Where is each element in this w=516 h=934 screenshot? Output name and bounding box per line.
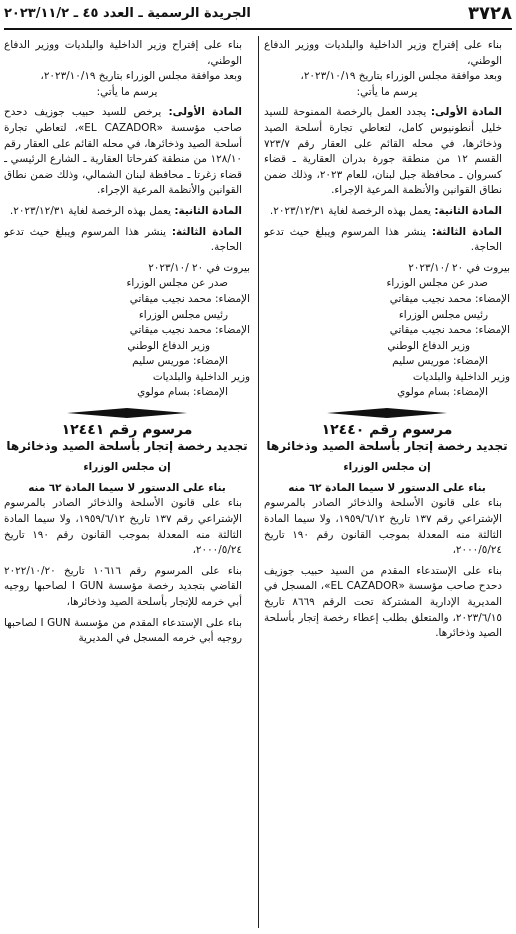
decree-title: مرسوم رقم ١٢٤٤٠	[321, 422, 453, 439]
decree-formula: يرسم ما يأتي:	[356, 85, 418, 98]
place-date: بيروت في ٢٠ /٢٠٢٣/١٠	[408, 261, 510, 274]
signature: الإمضاء: محمد نجيب ميقاتي	[129, 324, 250, 337]
article-label: المادة الأولى:	[430, 106, 502, 119]
place-date: بيروت في ٢٠ /٢٠٢٣/١٠	[148, 261, 250, 274]
article-label: المادة الثانية:	[434, 204, 502, 217]
page-header	[4, 0, 512, 30]
page-number: ٣٧٢٨	[468, 3, 512, 25]
decree-subtitle: تجديد رخصة إتجار بأسلحة الصيد وذخائرها	[6, 438, 248, 453]
preamble-approval: وبعد موافقة مجلس الوزراء بتاريخ ٢٠٢٣/١٠/١٩،	[40, 70, 242, 83]
signature: الإمضاء: موريس سليم	[392, 355, 488, 368]
signature: الإمضاء: محمد نجيب ميقاتي	[129, 292, 250, 305]
article-3	[264, 225, 510, 256]
article-2	[264, 204, 510, 220]
article-label: المادة الثالثة:	[431, 225, 502, 238]
article-1	[264, 105, 510, 199]
council-heading: إن مجلس الوزراء	[83, 461, 171, 474]
article-2	[4, 204, 250, 220]
recital-request: بناء على الإستدعاء المقدم من السيد حبيب جوزيف دحدح صاحب مؤسسة «EL CAZADOR»، المسجل في المديرية الإدارية المشتركة تحت الرقم ٨٦٦٩ تاريخ ٢٠٢٣/٦/١٥، والمتعلق بطلب إعطاء رخصة إتجار بأسلحة الصيد وذخائرها.	[264, 564, 503, 640]
defense-minister-title: وزير الدفاع الوطني	[127, 339, 210, 352]
signature: الإمضاء: محمد نجيب ميقاتي	[389, 324, 510, 337]
article-text: يعمل بهذه الرخصة لغاية ٢٠٢٣/١٢/٣١.	[269, 204, 435, 217]
decree-formula: يرسم ما يأتي:	[96, 85, 158, 98]
gazette-title: الجريدة الرسمية ـ العدد ٤٥ ـ ٢٠٢٣/١١/٢	[4, 6, 251, 22]
column-divider	[258, 36, 259, 928]
recital-prior-decree: بناء على المرسوم رقم ١٠٦١٦ تاريخ ٢٠٢٢/١٠/٢٠ القاضي بتجديد رخصة مؤسسة I GUN لصاحبها روجيه أبي خرمه للإتجار بأسلحة الصيد وذخائرها،	[4, 564, 242, 608]
article-label: المادة الثالثة:	[171, 225, 242, 238]
constitution-clause: بناء على الدستور لا سيما المادة ٦٢ منه	[28, 481, 226, 494]
article-1	[4, 105, 250, 199]
signature: الإمضاء: بسام مولوي	[397, 386, 488, 399]
signature: الإمضاء: بسام مولوي	[137, 386, 228, 399]
interior-minister-title: وزير الداخلية والبلديات	[412, 370, 510, 383]
council-heading: إن مجلس الوزراء	[343, 461, 431, 474]
decree-subtitle: تجديد رخصة إتجار بأسلحة الصيد وذخائرها	[266, 438, 508, 453]
issued-by: صدر عن مجلس الوزراء	[386, 277, 488, 290]
article-label: المادة الأولى:	[168, 106, 242, 119]
issued-by: صدر عن مجلس الوزراء	[126, 277, 228, 290]
right-column	[264, 38, 510, 928]
recital-law: بناء على قانون الأسلحة والذخائر الصادر بالمرسوم الإشتراعي رقم ١٣٧ تاريخ ١٩٥٩/٦/١٢، ولا سيما المادة الثالثة منه المعدلة بموجب القانون رقم ١٩٠ تاريخ ٢٠٠٠/٥/٢٤،	[264, 497, 502, 557]
section-divider	[67, 407, 187, 419]
pm-title: رئيس مجلس الوزراء	[138, 308, 228, 321]
recital-law: بناء على قانون الأسلحة والذخائر الصادر بالمرسوم الإشتراعي رقم ١٣٧ تاريخ ١٩٥٩/٦/١٢، ولا سيما المادة الثالثة منه المعدلة بموجب القانون رقم ١٩٠ تاريخ ٢٠٠٠/٥/٢٤،	[4, 497, 242, 557]
signature: الإمضاء: موريس سليم	[132, 355, 228, 368]
article-3	[4, 225, 250, 256]
article-text: ينشر هذا المرسوم ويبلغ حيث تدعو الحاجة.	[4, 225, 242, 254]
article-text: يعمل بهذه الرخصة لغاية ٢٠٢٣/١٢/٣١.	[9, 204, 175, 217]
article-text: يرخص للسيد حبيب جوزيف دحدح صاحب مؤسسة «EL CAZADOR»، لتعاطي تجارة أسلحة الصيد وذخائرها، في محله القائم على العقار رقم ١٢٨/١٠ من منطقة كفرحاتا العقارية ـ الشارع الرئيسي ـ قضاء زغرتا ـ محافظة لبنان الشمالي، وذلك ضمن نطاق القوانين والأنظمة المرعية الإجراء.	[4, 106, 242, 197]
preamble-proposal: بناء على إقتراح وزير الداخلية والبلديات ووزير الدفاع الوطني،	[264, 39, 502, 67]
signature: الإمضاء: محمد نجيب ميقاتي	[389, 292, 510, 305]
article-label: المادة الثانية:	[174, 204, 242, 217]
interior-minister-title: وزير الداخلية والبلديات	[152, 370, 250, 383]
defense-minister-title: وزير الدفاع الوطني	[387, 339, 470, 352]
article-text: ينشر هذا المرسوم ويبلغ حيث تدعو الحاجة.	[264, 225, 502, 254]
section-divider	[327, 407, 447, 419]
article-text: يجدد العمل بالرخصة الممنوحة للسيد خليل أنطونيوس كامل، لتعاطي تجارة أسلحة الصيد وذخائرها، في محله القائم على العقار رقم ٧٢٣/٧ القسم ١٢ من منطقة جورة بدران العقارية ـ قضاء كسروان ـ محافظة جبل لبنان، للعام ٢٠٢٣، وذلك ضمن نطاق القوانين والأنظمة المرعية الإجراء.	[264, 106, 503, 197]
pm-title: رئيس مجلس الوزراء	[398, 308, 488, 321]
preamble-approval: وبعد موافقة مجلس الوزراء بتاريخ ٢٠٢٣/١٠/١٩،	[300, 70, 502, 83]
decree-title: مرسوم رقم ١٢٤٤١	[61, 422, 193, 439]
constitution-clause: بناء على الدستور لا سيما المادة ٦٢ منه	[288, 481, 486, 494]
preamble-proposal: بناء على إقتراح وزير الداخلية والبلديات ووزير الدفاع الوطني،	[4, 39, 242, 67]
left-column	[4, 38, 250, 928]
recital-request: بناء على الإستدعاء المقدم من مؤسسة I GUN لصاحبها روجيه أبي خرمه المسجل في المديرية	[4, 616, 242, 645]
